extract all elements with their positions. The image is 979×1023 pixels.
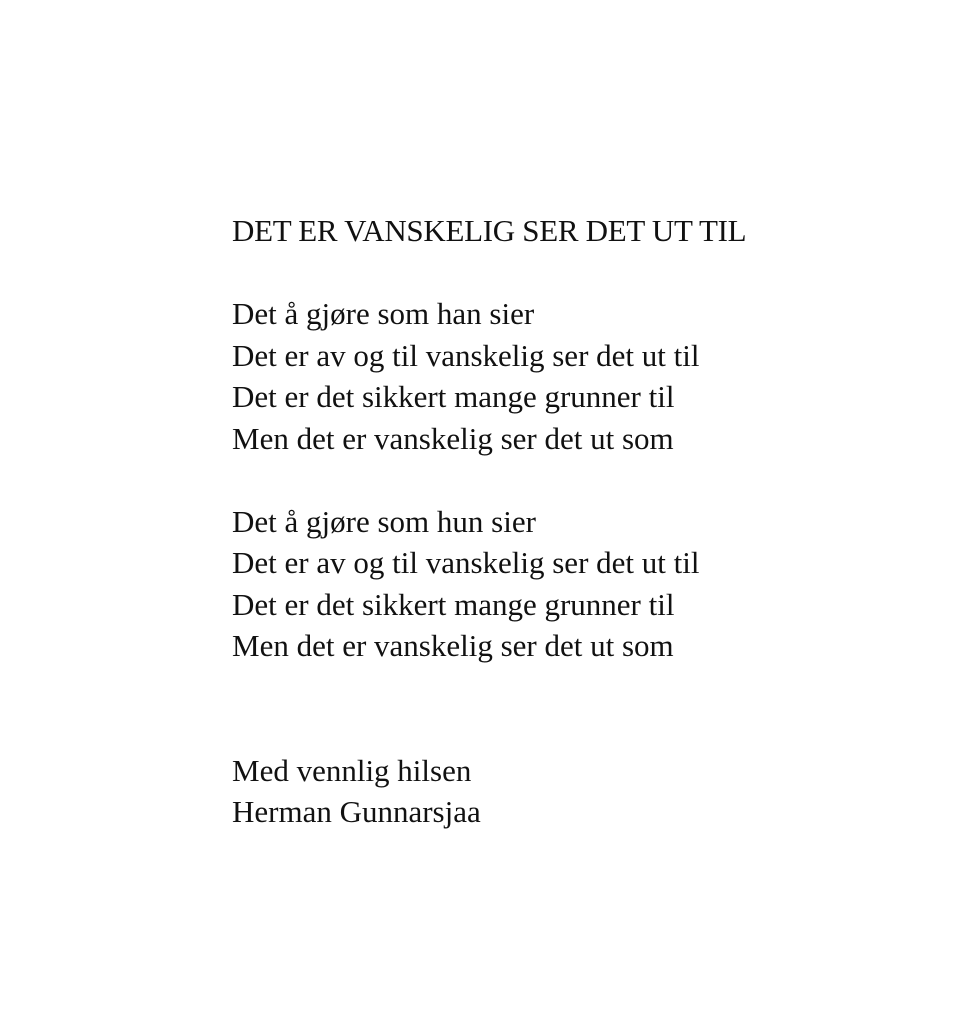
poem-line: Det er det sikkert mange grunner til bbox=[232, 586, 675, 622]
poem-line: Det er av og til vanskelig ser det ut til bbox=[232, 545, 700, 580]
closing-block bbox=[232, 750, 852, 833]
poem-line: Det er av og til vanskelig ser det ut til bbox=[232, 337, 700, 373]
stanza-1 bbox=[232, 293, 852, 459]
poem-line: Men det er vanskelig ser det ut som bbox=[232, 628, 674, 663]
poem-line: Det å gjøre som hun sier bbox=[232, 503, 536, 539]
stanza-2 bbox=[232, 501, 852, 667]
poem-line: Det er det sikkert mange grunner til bbox=[232, 379, 675, 414]
author-name: Herman Gunnarsjaa bbox=[232, 794, 481, 829]
closing-greeting: Med vennlig hilsen bbox=[232, 752, 472, 788]
poem-title: DET ER VANSKELIG SER DET UT TIL bbox=[232, 213, 747, 248]
poem-line: Det å gjøre som han sier bbox=[232, 296, 535, 331]
poem-content bbox=[232, 210, 852, 833]
poem-line: Men det er vanskelig ser det ut som bbox=[232, 420, 674, 456]
